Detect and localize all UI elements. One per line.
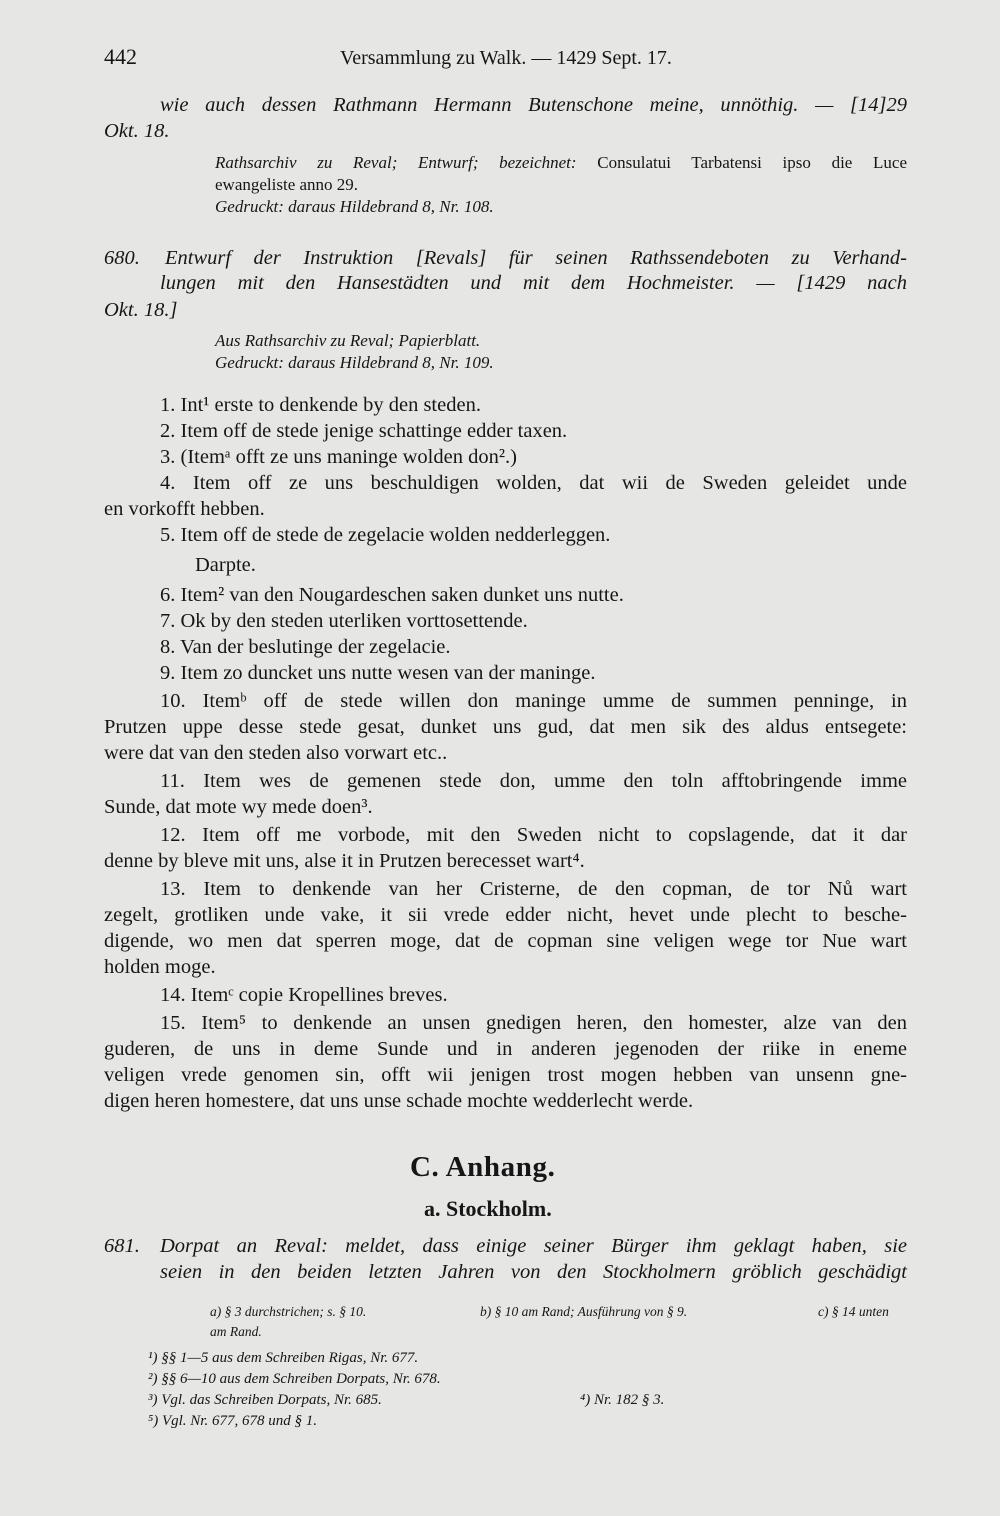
page-number: 442	[104, 44, 137, 69]
doc681-line1: Dorpat an Reval: meldet, dass einige seiner Bürger ihm geklagt haben, sie	[160, 1235, 907, 1257]
running-title: Versammlung zu Walk. — 1429 Sept. 17.	[340, 47, 672, 69]
footnote-a: a) § 3 durchstrichen; s. § 10.	[210, 1304, 367, 1319]
item-14: 14. Itemᶜ copie Kropellines breves.	[160, 984, 448, 1006]
item-10-line1: 10. Itemᵇ off de stede willen don maninge umme de summen penninge, in	[160, 690, 907, 712]
item-5: 5. Item off de stede de zegelacie wolden nedderleggen.	[160, 524, 611, 546]
item-4-line2: en vorkofft hebben.	[104, 498, 265, 520]
doc679-source-line1	[215, 152, 907, 174]
footnote-c: c) § 14 unten	[818, 1304, 889, 1319]
item-6: 6. Item² van den Nougardeschen saken dunket uns nutte.	[160, 584, 624, 606]
section-subheading: a. Stockholm.	[424, 1196, 552, 1221]
doc680-source: Aus Rathsarchiv zu Reval; Papierblatt.	[215, 331, 481, 350]
item-13-line3: digende, wo men dat sperren moge, dat de copman sine veligen wege tor Nue wart	[104, 930, 907, 952]
footnote-1: ¹) §§ 1—5 aus dem Schreiben Rigas, Nr. 677.	[148, 1350, 419, 1366]
item-3: 3. (Itemᵃ offt ze uns maninge wolden don².)	[160, 446, 517, 468]
doc679-line1: wie auch dessen Rathmann Hermann Butenschone meine, unnöthig. — [14]29	[160, 94, 907, 116]
item-15-line2: guderen, de uns in deme Sunde und in anderen jegenoden der riike in eneme	[104, 1038, 907, 1060]
doc680-line2: lungen mit den Hansestädten und mit dem Hochmeister. — [1429 nach	[160, 272, 907, 294]
doc680-printed: Gedruckt: daraus Hildebrand 8, Nr. 109.	[215, 353, 494, 372]
doc679-source-archive: Rathsarchiv zu Reval; Entwurf; bezeichnet:	[215, 153, 577, 172]
doc680-number: 680.	[104, 247, 140, 269]
item-4-line1: 4. Item off ze uns beschuldigen wolden, dat wii de Sweden geleidet unde	[160, 472, 907, 494]
doc680-line3: Okt. 18.]	[104, 299, 178, 321]
item-13-line1: 13. Item to denkende van her Cristerne, de den copman, de tor Nů wart	[160, 878, 907, 900]
item-15-line4: digen heren homestere, dat uns unse schade mochte wedderlecht werde.	[104, 1090, 694, 1112]
doc680-line1: Entwurf der Instruktion [Revals] für seinen Rathssendeboten zu Verhand-	[165, 247, 907, 269]
item-12-line2: denne by bleve mit uns, alse it in Prutzen berecesset wart⁴.	[104, 850, 585, 872]
item-7: 7. Ok by den steden uterliken vorttosettende.	[160, 610, 528, 632]
doc681-number: 681.	[104, 1235, 140, 1257]
doc679-printed: Gedruckt: daraus Hildebrand 8, Nr. 108.	[215, 197, 494, 216]
item-10-line2: Prutzen uppe desse stede gesat, dunket uns gud, dat men sik des aldus entsegete:	[104, 716, 907, 738]
item-11-line2: Sunde, dat mote wy mede doen³.	[104, 796, 373, 818]
footnote-c-continued: am Rand.	[210, 1324, 262, 1339]
item-1: 1. Int¹ erste to denkende by den steden.	[160, 394, 481, 416]
darpte-heading: Darpte.	[195, 554, 256, 576]
footnote-5: ⁵) Vgl. Nr. 677, 678 und § 1.	[148, 1413, 317, 1429]
doc679-source-endorsement: Consulatui Tarbatensi ipso die Luce	[597, 153, 907, 172]
item-13-line4: holden moge.	[104, 956, 216, 978]
footnote-b: b) § 10 am Rand; Ausführung von § 9.	[480, 1304, 688, 1319]
item-9: 9. Item zo duncket uns nutte wesen van der maninge.	[160, 662, 596, 684]
item-15-line1: 15. Item⁵ to denkende an unsen gnedigen heren, den homester, alze van den	[160, 1012, 907, 1034]
item-15-line3: veligen vrede genomen sin, offt wii jenigen trost mogen hebben van unsenn gne-	[104, 1064, 907, 1086]
footnote-3: ³) Vgl. das Schreiben Dorpats, Nr. 685.	[148, 1392, 382, 1408]
item-12-line1: 12. Item off me vorbode, mit den Sweden nicht to copslagende, dat it dar	[160, 824, 907, 846]
item-13-line2: zegelt, grotliken unde vake, it sii vrede edder nicht, hevet unde plecht to besche-	[104, 904, 907, 926]
item-8: 8. Van der beslutinge der zegelacie.	[160, 636, 451, 658]
doc681-line2: seien in den beiden letzten Jahren von den Stockholmern gröblich geschädigt	[160, 1261, 907, 1283]
doc679-source-line2: ewangeliste anno 29.	[215, 175, 359, 194]
section-heading: C. Anhang.	[410, 1151, 556, 1183]
item-2: 2. Item off de stede jenige schattinge edder taxen.	[160, 420, 568, 442]
footnote-4: ⁴) Nr. 182 § 3.	[580, 1392, 665, 1408]
item-10-line3: were dat van den steden also vorwart etc..	[104, 742, 448, 764]
footnote-2: ²) §§ 6—10 aus dem Schreiben Dorpats, Nr. 678.	[148, 1371, 441, 1387]
doc679-line2: Okt. 18.	[104, 120, 170, 142]
item-11-line1: 11. Item wes de gemenen stede don, umme den toln afftobringende imme	[160, 770, 907, 792]
